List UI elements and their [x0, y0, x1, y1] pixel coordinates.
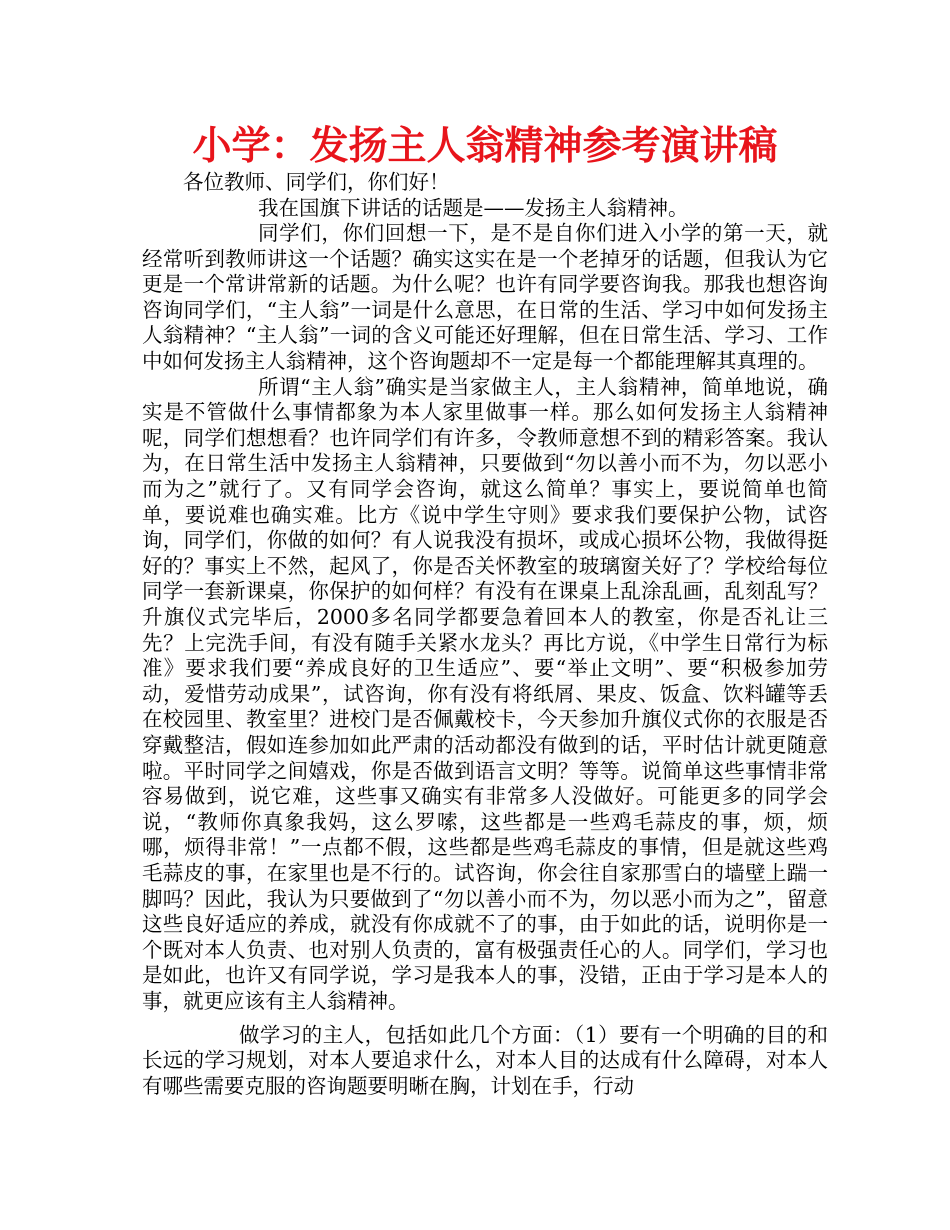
paragraph-study: 做学习的主人，包括如此几个方面：（1）要有一个明确的目的和长远的学习规划，对本人要追求什么，对本人目的达成有什么障碍，对本人有哪些需要克服的咨询题要明晰在胸，计划在手，行动	[142, 1022, 828, 1098]
document-page	[142, 124, 828, 1099]
greeting-line: 各位教师、同学们，你们好！	[183, 170, 450, 194]
paragraph-definition: 所谓“主人翁”确实是当家做主人，主人翁精神，简单地说，确实是不管做什么事情都象为本人家里做事一样。那么如何发扬主人翁精神呢，同学们想想看？也许同学们有许多，令教师意想不到的精彩答案。我认为，在日常生活中发扬主人翁精神，只要做到“勿以善小而不为，勿以恶小而为之”就行了。又有同学会咨询，就这么简单？事实上，要说简单也简单，要说难也确实难。比方《说中学生守则》要求我们要保护公物，试咨询，同学们，你做的如何？有人说我没有损坏，或成心损坏公物，我做得挺好的？事实上不然，起风了，你是否关怀教室的玻璃窗关好了？学校给每位同学一套新课桌，你保护的如何样？有没有在课桌上乱涂乱画，乱刻乱写？升旗仪式完毕后，2000多名同学都要急着回本人的教室，你是否礼让三先？上完洗手间，有没有随手关紧水龙头？再比方说，《中学生日常行为标准》要求我们要“养成良好的卫生适应”、要“举止文明”、要“积极参加劳动，爱惜劳动成果”，试咨询，你有没有将纸屑、果皮、饭盒、饮料罐等丢在校园里、教室里？进校门是否佩戴校卡，今天参加升旗仪式你的衣服是否穿戴整洁，假如连参加如此严肃的活动都没有做到的话，平时估计就更随意啦。平时同学之间嬉戏，你是否做到语言文明？等等。说简单这些事情非常容易做到，说它难，这些事又确实有非常多人没做好。可能更多的同学会说，“教师你真象我妈，这么罗嗦，这些都是一些鸡毛蒜皮的事，烦，烦哪，烦得非常！”一点都不假，这些都是些鸡毛蒜皮的事情，但是就这些鸡毛蒜皮的事，在家里也是不行的。试咨询，你会往自家那雪白的墙壁上踹一脚吗？因此，我认为只要做到了“勿以善小而不为，勿以恶小而为之”，留意这些良好适应的养成，就没有你成就不了的事，由于如此的话，说明你是一个既对本人负责、也对别人负责的，富有极强责任心的人。同学们，学习也是如此，也许又有同学说，学习是我本人的事，没错，正由于学习是本人的事，就更应该有主人翁精神。	[142, 374, 828, 1013]
document-title: 小学：发扬主人翁精神参考演讲稿	[192, 124, 778, 169]
paragraph-intro: 同学们，你们回想一下，是不是自你们进入小学的第一天，就经常听到教师讲这一个话题？确实这实在是一个老掉牙的话题，但我认为它更是一个常讲常新的话题。为什么呢？也许有同学要咨询我。那我也想咨询咨询同学们，“主人翁”一词是什么意思，在日常的生活、学习中如何发扬主人翁精神？“主人翁”一词的含义可能还好理解，但在日常生活、学习、工作中如何发扬主人翁精神，这个咨询题却不一定是每一个都能理解其真理的。	[142, 221, 828, 374]
paragraph-topic: 我在国旗下讲话的话题是——发扬主人翁精神。	[258, 195, 689, 220]
